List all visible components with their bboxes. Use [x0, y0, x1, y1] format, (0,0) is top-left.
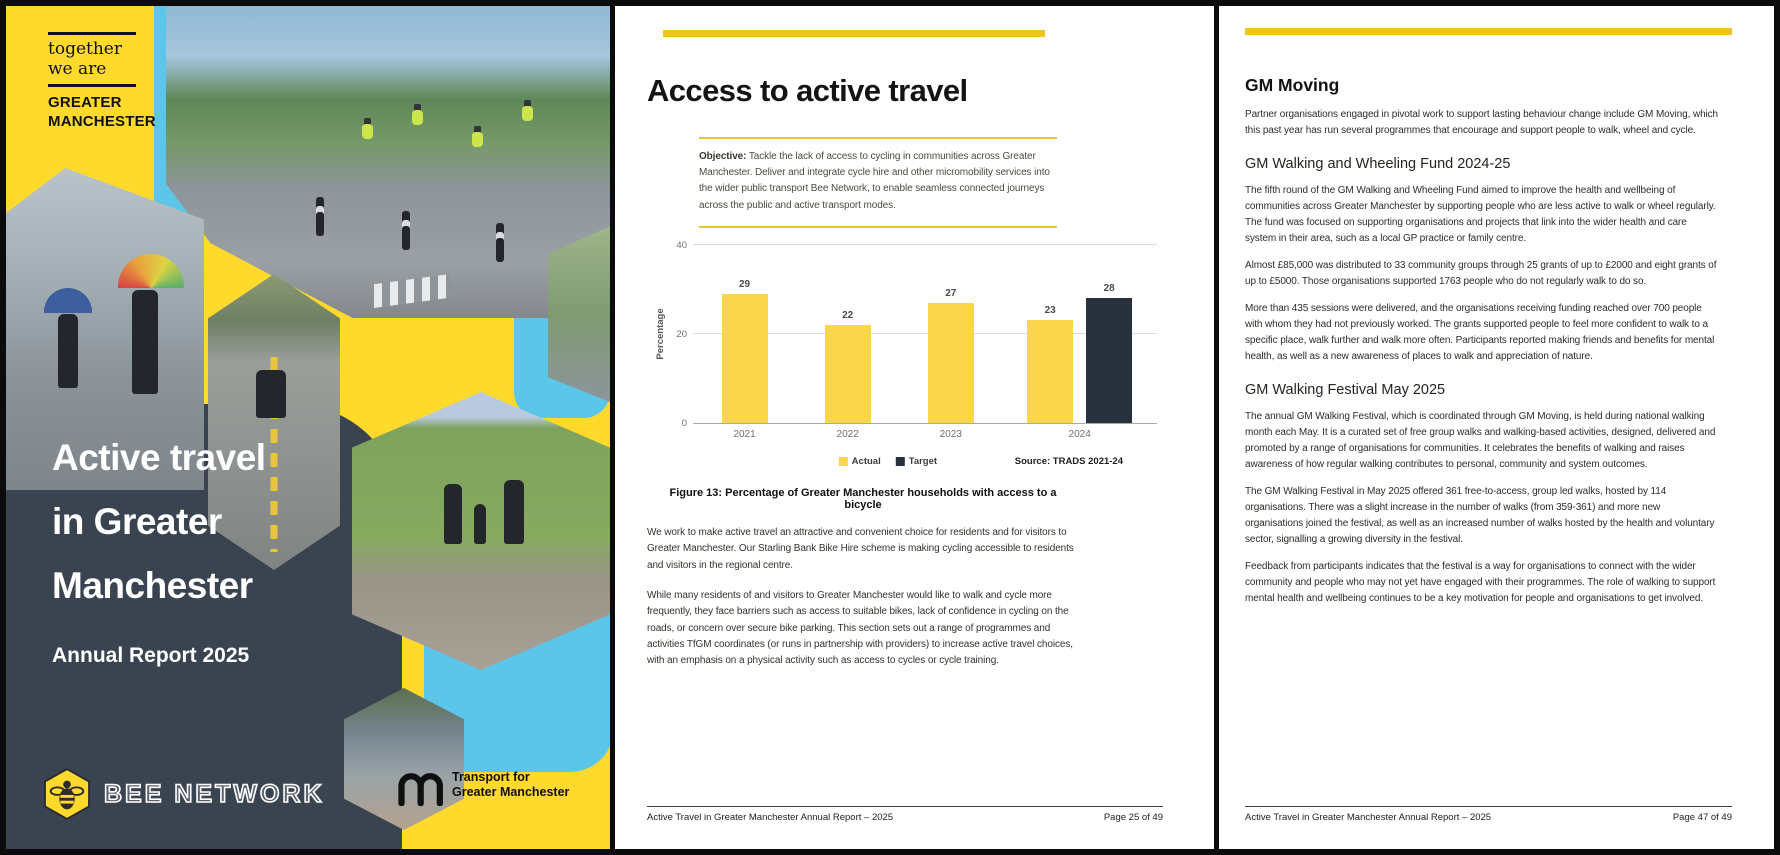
chart-bar-group	[1002, 283, 1157, 423]
subsection-heading: GM Walking Festival May 2025	[1245, 382, 1446, 398]
cover-title-line: Active travel	[52, 437, 266, 478]
x-tick-label: 2022	[836, 428, 859, 440]
page-47-gm-moving	[1219, 6, 1774, 849]
chart-legend	[839, 456, 937, 467]
bar-value-label: 28	[1103, 283, 1115, 295]
legend-label-target: Target	[908, 455, 938, 467]
chart-bar-group	[693, 278, 796, 423]
footer-page-number: Page 25 of 49	[1103, 812, 1163, 823]
footer-page-number: Page 47 of 49	[1672, 812, 1732, 823]
body-paragraph: Partner organisations engaged in pivotal work to support lasting behaviour change include GM Moving, which this past year has run several programmes that encourage and support people to walk, wheel and cycle.	[1245, 109, 1719, 136]
body-paragraph: The annual GM Walking Festival, which is coordinated through GM Moving, is held during national walking month each May. It is a curated set of free group walks and walking-based activities, designed, delivered and promoted by a range of organisations for communities. It celebrates the benefits of walking and raises awareness of how regular walking contributes to personal, community and system outcomes.	[1245, 411, 1716, 470]
bollard	[402, 220, 410, 250]
cover-page	[6, 6, 610, 849]
tfgm-wordmark-line: Greater Manchester	[452, 785, 570, 799]
legend-swatch-target	[896, 457, 905, 466]
y-tick-label: 0	[681, 417, 687, 429]
cover-subtitle: Annual Report 2025	[52, 644, 250, 667]
chart-source: Source: TRADS 2021-24	[1014, 455, 1123, 467]
legend-swatch-actual	[839, 457, 848, 466]
cover-photo-group-cyclists	[166, 6, 610, 318]
section-title: GM Moving	[1245, 75, 1340, 95]
pedestrian-figure	[132, 290, 158, 394]
tfgm-logo	[394, 764, 569, 806]
x-tick-label: 2021	[733, 428, 756, 440]
cyclist-figure	[522, 106, 533, 121]
page-top-rule	[1245, 28, 1732, 35]
objective-label: Objective:	[699, 151, 747, 162]
greater-manchester-brand	[48, 32, 156, 131]
pedestrian-figure	[474, 504, 486, 544]
brand-wordmark-line: GREATER	[48, 93, 122, 111]
bee-network-logo	[44, 768, 325, 820]
cover-photo-cyclist-right	[548, 226, 610, 402]
chart-bar-actual	[1027, 305, 1073, 422]
cyclist-figure	[362, 124, 373, 139]
cyclist-figure	[256, 370, 286, 418]
bar-value-label: 22	[842, 309, 854, 321]
bar-value-label: 29	[738, 278, 751, 290]
brand-wordmark-line: MANCHESTER	[48, 112, 156, 130]
figure-caption: Figure 13: Percentage of Greater Manchester households with access to a bicycle	[669, 486, 1057, 511]
x-tick-label: 2024	[1068, 428, 1091, 440]
tfgm-wordmark	[452, 770, 569, 800]
page-25-access-to-active-travel	[615, 6, 1207, 849]
footer-report-title: Active Travel in Greater Manchester Annual Report – 2025	[1245, 812, 1492, 823]
brand-tagline-line: together	[48, 38, 122, 59]
bollard	[496, 232, 504, 262]
body-paragraph: Feedback from participants indicates that the festival is a way for organisations to connect with the wider community and people who may not yet have engaged with their programmes. The role of walking to support mental health and wellbeing continues to be a key motivation for people and organisations to get involved.	[1245, 561, 1716, 604]
chart-plot	[655, 239, 1157, 429]
tfgm-m-icon	[394, 764, 444, 806]
brand-wordmark	[48, 94, 156, 132]
chart-bar-actual	[825, 309, 871, 423]
pedestrian-figure	[504, 480, 524, 544]
cover-title-line: Manchester	[52, 565, 253, 606]
bee-hexagon-icon	[44, 768, 90, 820]
legend-item-actual	[839, 456, 881, 467]
chart-bar-group	[899, 287, 1002, 423]
bar-value-label: 27	[945, 287, 957, 299]
body-paragraph: The fifth round of the GM Walking and Wheeling Fund aimed to improve the health and wellbeing of communities across Greater Manchester by supporting people who are less active to walk or wheel regularly. The fund was focused on supporting organisations and projects that link into the wider health and care system in their area, such as a local GP practice or family centre.	[1245, 185, 1716, 244]
cyclist-figure	[412, 110, 423, 125]
cover-title-line: in Greater	[52, 501, 222, 542]
objective-text: Tackle the lack of access to cycling in communities across Greater Manchester. Deliver and integrate cycle hire and other micromobility services into the wider public transport Bee Network, to enable seamless connected journeys across the public and active transport modes.	[699, 151, 1050, 211]
pedestrian-figure	[444, 484, 462, 544]
gridline	[693, 244, 1157, 245]
legend-label-actual: Actual	[851, 455, 881, 467]
page-top-rule	[663, 30, 1045, 37]
brand-tagline-line: we are	[48, 58, 107, 79]
body-paragraph: More than 435 sessions were delivered, and the organisations receiving funding reached over 700 people with whom they had not previously worked. The grants supported people to feel more confident to walk to a specific place, walk further and walk more often. Participants reported making friends and benefits for mental health, as well as a new awareness of places to walk and appreciation of nature.	[1245, 303, 1715, 362]
legend-item-target	[896, 456, 937, 467]
page-title: Access to active travel	[647, 73, 968, 108]
page-gap	[1207, 6, 1214, 849]
chart-bar-group	[796, 309, 899, 423]
x-axis-labels	[693, 429, 1157, 440]
objective-box	[699, 137, 1057, 228]
bar-value-label: 23	[1044, 305, 1056, 317]
chart-bar-actual	[928, 287, 974, 423]
tfgm-wordmark-line: Transport for	[452, 770, 530, 785]
body-paragraph: Almost £85,000 was distributed to 33 community groups through 25 grants of up to £2000 and eight grants of up to £5000. Those organisations supported 1763 people who do not regularly walk to do so.	[1245, 260, 1717, 287]
brand-tagline	[48, 35, 156, 85]
cover-title	[52, 426, 266, 618]
figure-13-chart	[647, 239, 1163, 469]
y-tick-label: 20	[676, 328, 687, 340]
subsection-heading: GM Walking and Wheeling Fund 2024-25	[1245, 156, 1511, 172]
chart-groups	[693, 246, 1157, 423]
page-footer	[1245, 806, 1732, 823]
chart-bar-actual	[722, 278, 768, 423]
chart-legend-row	[693, 456, 1157, 469]
cover-photo-family-park	[352, 392, 610, 670]
bollard	[316, 206, 324, 236]
x-tick-label: 2023	[939, 428, 962, 440]
footer-report-title: Active Travel in Greater Manchester Annual Report – 2025	[647, 812, 894, 823]
chart-bar-target	[1086, 283, 1132, 423]
bee-network-wordmark: BEE NETWORK	[104, 779, 325, 808]
y-axis-title: Percentage	[655, 308, 667, 360]
blue-umbrella	[44, 288, 92, 313]
y-tick-label: 40	[676, 239, 687, 251]
body-paragraph: We work to make active travel an attractive and convenient choice for residents and for visitors to Greater Manchester. Our Starling Bank Bike Hire scheme is making cycling accessible to residents and visitors in the regional centre.	[647, 526, 1074, 571]
cyclist-figure	[472, 132, 483, 147]
pedestrian-figure	[58, 314, 78, 388]
rainbow-umbrella	[118, 254, 184, 288]
page-footer	[647, 806, 1163, 823]
body-paragraph: The GM Walking Festival in May 2025 offered 361 free-to-access, group led walks, hosted by 114 organisations. There was a slight increase in the number of walks (from 359-361) and more new organisations joined the festival, as well as an increased number of walks hosted by the health and voluntary sector, signalling a growing diversity in the festival.	[1245, 486, 1715, 545]
body-paragraph: While many residents of and visitors to Greater Manchester would like to walk and cycle more frequently, they face barriers such as access to suitable bikes, lack of confidence in cycling on the roads, or concern over secure bike parking. This section sets out a range of programmes and activities TfGM coordinates (or runs in partnership with providers) to increase active travel choices, with an emphasis on a physical activity such as access to cycles or cycle training.	[647, 589, 1073, 667]
brand-rule	[48, 84, 136, 87]
